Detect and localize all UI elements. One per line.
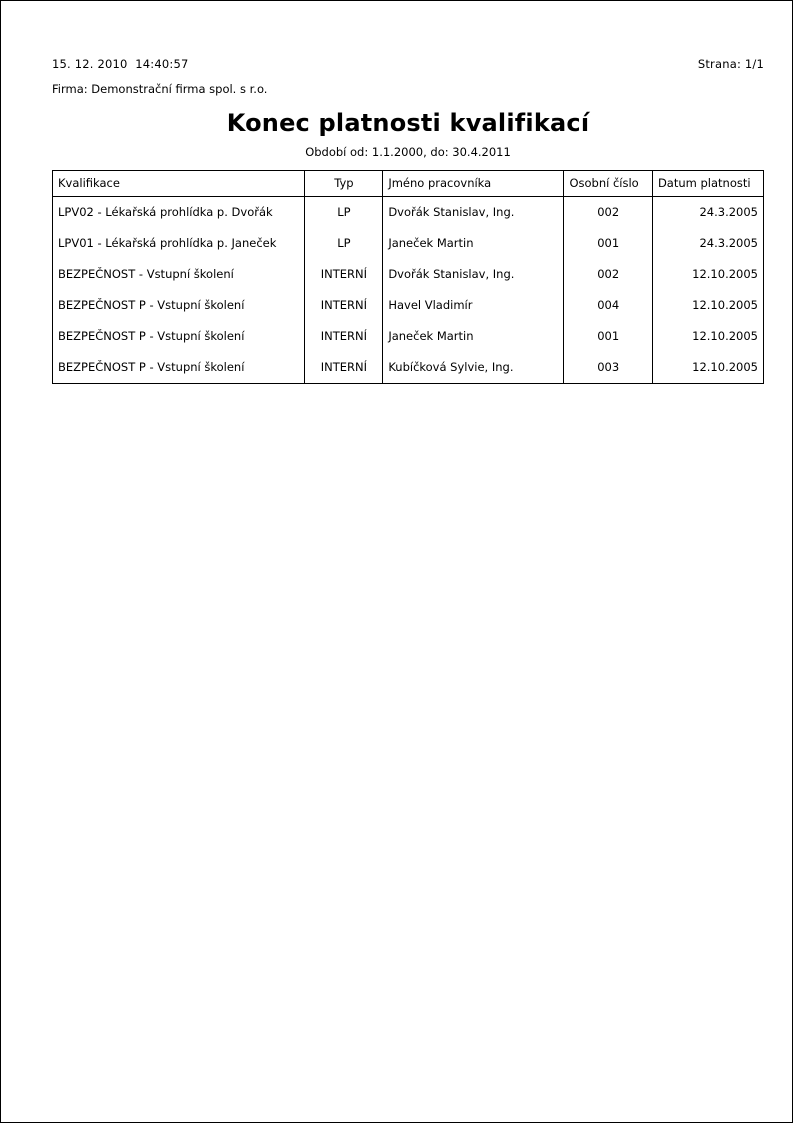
cell-kvalifikace: BEZPEČNOST P - Vstupní školení <box>53 290 305 321</box>
cell-kvalifikace: LPV01 - Lékařská prohlídka p. Janeček <box>53 228 305 259</box>
cell-typ: LP <box>305 197 383 229</box>
cell-jmeno: Dvořák Stanislav, Ing. <box>383 259 564 290</box>
print-timestamp: 15. 12. 2010 14:40:57 <box>52 57 189 71</box>
table-row <box>53 197 764 229</box>
cell-osobni-cislo: 003 <box>564 352 653 384</box>
column-header-datum-platnosti: Datum platnosti <box>652 171 763 197</box>
report-header <box>52 57 764 71</box>
cell-typ: LP <box>305 228 383 259</box>
cell-osobni-cislo: 001 <box>564 228 653 259</box>
column-header-kvalifikace: Kvalifikace <box>53 171 305 197</box>
cell-typ: INTERNÍ <box>305 321 383 352</box>
cell-datum-platnosti: 12.10.2005 <box>652 352 763 384</box>
cell-jmeno: Dvořák Stanislav, Ing. <box>383 197 564 229</box>
column-header-jmeno: Jméno pracovníka <box>383 171 564 197</box>
table-header-row <box>53 171 764 197</box>
cell-osobni-cislo: 001 <box>564 321 653 352</box>
page-number: Strana: 1/1 <box>697 57 764 71</box>
cell-datum-platnosti: 12.10.2005 <box>652 259 763 290</box>
period-subtitle: Období od: 1.1.2000, do: 30.4.2011 <box>305 145 511 159</box>
cell-datum-platnosti: 24.3.2005 <box>652 228 763 259</box>
table-header <box>53 171 764 197</box>
cell-typ: INTERNÍ <box>305 290 383 321</box>
page-title: Konec platnosti kvalifikací <box>226 109 590 137</box>
table-body <box>53 197 764 384</box>
table-row <box>53 321 764 352</box>
cell-osobni-cislo: 002 <box>564 197 653 229</box>
qualifications-table <box>52 170 764 384</box>
cell-typ: INTERNÍ <box>305 352 383 384</box>
cell-datum-platnosti: 12.10.2005 <box>652 321 763 352</box>
cell-typ: INTERNÍ <box>305 259 383 290</box>
table-row <box>53 259 764 290</box>
cell-datum-platnosti: 12.10.2005 <box>652 290 763 321</box>
cell-jmeno: Havel Vladimír <box>383 290 564 321</box>
cell-kvalifikace: BEZPEČNOST - Vstupní školení <box>53 259 305 290</box>
cell-kvalifikace: BEZPEČNOST P - Vstupní školení <box>53 321 305 352</box>
company-line: Firma: Demonstrační firma spol. s r.o. <box>52 82 268 96</box>
table-row <box>53 228 764 259</box>
cell-jmeno: Janeček Martin <box>383 228 564 259</box>
cell-kvalifikace: LPV02 - Lékařská prohlídka p. Dvořák <box>53 197 305 229</box>
cell-kvalifikace: BEZPEČNOST P - Vstupní školení <box>53 352 305 384</box>
cell-osobni-cislo: 004 <box>564 290 653 321</box>
table-row <box>53 352 764 384</box>
cell-datum-platnosti: 24.3.2005 <box>652 197 763 229</box>
cell-jmeno: Janeček Martin <box>383 321 564 352</box>
report-content <box>52 57 764 384</box>
column-header-osobni-cislo: Osobní číslo <box>564 171 653 197</box>
table-row <box>53 290 764 321</box>
cell-jmeno: Kubíčková Sylvie, Ing. <box>383 352 564 384</box>
column-header-typ: Typ <box>305 171 383 197</box>
cell-osobni-cislo: 002 <box>564 259 653 290</box>
